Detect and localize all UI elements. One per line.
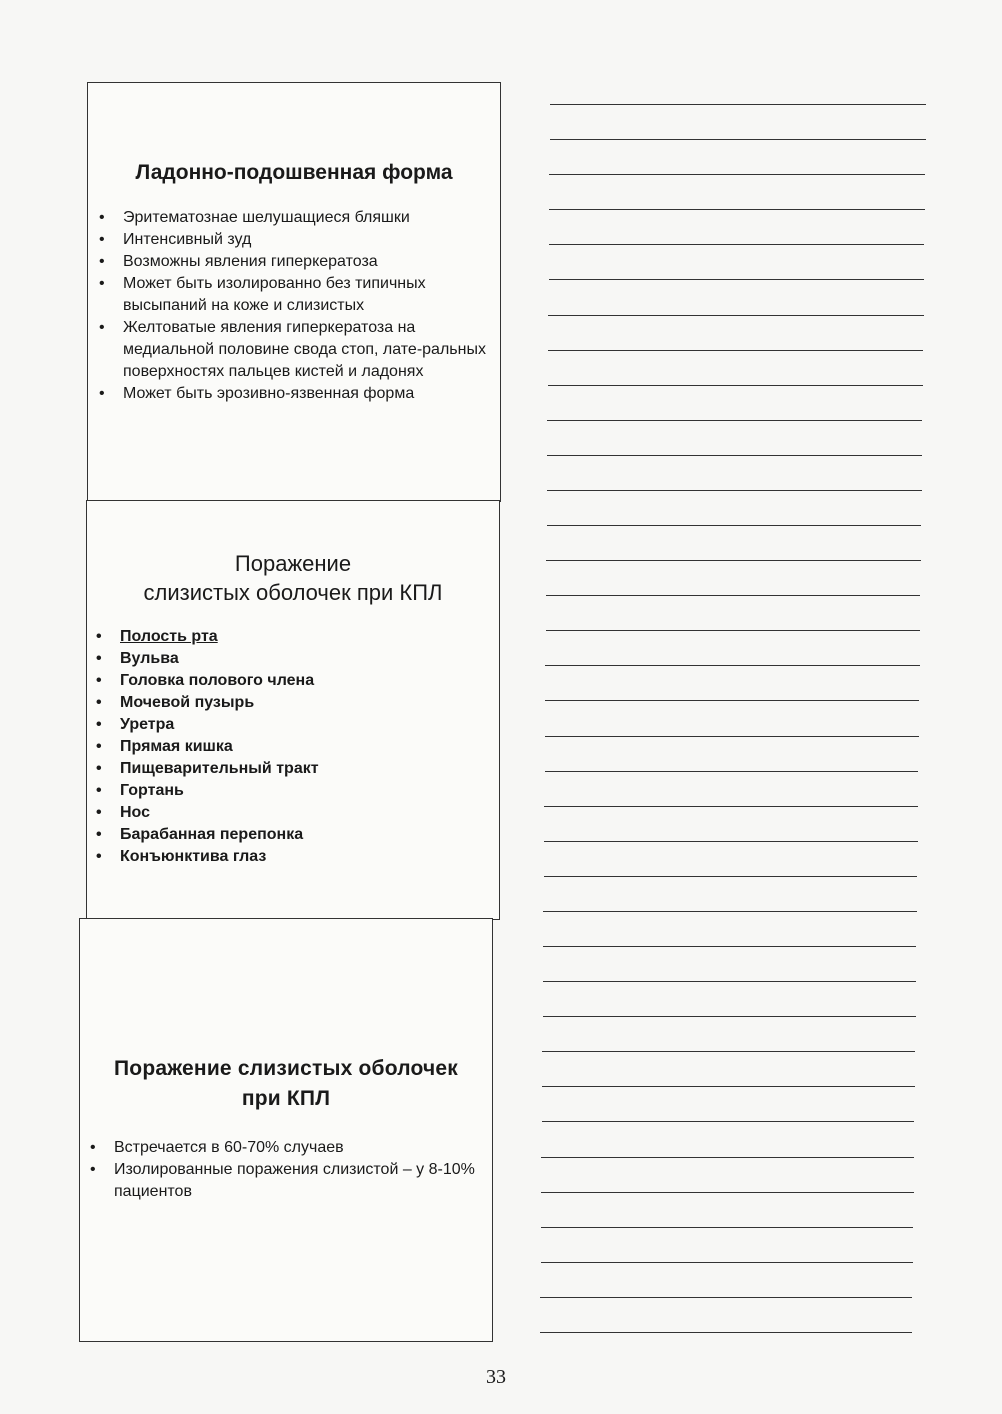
note-line <box>541 1262 913 1263</box>
note-line <box>549 209 925 210</box>
note-line <box>548 385 923 386</box>
note-line <box>543 911 916 912</box>
note-line <box>549 279 924 280</box>
slide-palmoplantar-form <box>87 82 501 502</box>
note-line <box>546 595 920 596</box>
slide-title-line-2: слизистых оболочек при КПЛ <box>143 580 443 605</box>
list-item: • Полость рта <box>93 626 473 648</box>
list-item: • Прямая кишка <box>93 736 473 758</box>
note-line <box>548 350 923 351</box>
list-item: • Головка полового члена <box>93 670 473 692</box>
list-item: • Гортань <box>93 780 473 802</box>
note-line <box>542 1051 915 1052</box>
note-line <box>549 174 925 175</box>
note-line <box>550 139 926 140</box>
slide-mucosal-lesions-sites <box>86 500 500 920</box>
list-item: • Мочевой пузырь <box>93 692 473 714</box>
slide-mucosal-lesions-frequency <box>79 918 493 1342</box>
list-item: • Вульва <box>93 648 473 670</box>
list-item: • Нос <box>93 802 473 824</box>
note-line <box>545 665 919 666</box>
slide-title-line-1: Поражение слизистых оболочек <box>114 1057 458 1080</box>
note-line <box>541 1227 913 1228</box>
note-line <box>543 1016 916 1017</box>
note-line <box>542 1086 915 1087</box>
note-line <box>540 1297 912 1298</box>
list-item: • Встречается в 60-70% случаев <box>87 1137 487 1159</box>
list-item: • Пищеварительный тракт <box>93 758 473 780</box>
list-item: • Желтоватые явления гиперкератоза на медиальной половине свода стоп, лате-ральных поверхностях пальцев кистей и ладонях <box>96 317 496 383</box>
list-item: • Изолированные поражения слизистой – у 8-10% пациентов <box>87 1159 487 1203</box>
note-line <box>549 244 925 245</box>
note-line <box>540 1332 912 1333</box>
note-line <box>547 420 922 421</box>
note-line <box>546 630 920 631</box>
note-line <box>545 700 919 701</box>
list-item: • Может быть изолированно без типичных высыпаний на коже и слизистых <box>96 273 496 317</box>
note-line <box>548 315 923 316</box>
note-line <box>545 736 919 737</box>
note-line <box>541 1157 914 1158</box>
note-line <box>547 455 922 456</box>
note-line <box>543 946 916 947</box>
note-line <box>543 981 916 982</box>
note-line <box>544 841 918 842</box>
slide-title-line-2: при КПЛ <box>241 1087 331 1110</box>
list-item: • Может быть эрозивно-язвенная форма <box>96 383 496 405</box>
note-line <box>547 490 922 491</box>
note-line <box>544 876 917 877</box>
list-item: • Возможны явления гиперкератоза <box>96 251 496 273</box>
slide-title: Ладонно-подошвенная форма <box>135 161 453 184</box>
note-line <box>542 1121 915 1122</box>
list-item: • Интенсивный зуд <box>96 229 496 251</box>
note-line <box>544 806 918 807</box>
bullet-list <box>93 626 473 868</box>
note-line <box>546 560 921 561</box>
list-item: • Барабанная перепонка <box>93 824 473 846</box>
list-item: • Эритематознае шелушащиеся бляшки <box>96 207 496 229</box>
note-line <box>541 1192 913 1193</box>
bullet-list <box>96 207 496 405</box>
slide-title-line-1: Поражение <box>234 551 352 576</box>
note-line <box>550 104 926 105</box>
list-item: • Уретра <box>93 714 473 736</box>
note-line <box>545 771 919 772</box>
list-item: • Конъюнктива глаз <box>93 846 473 868</box>
note-line <box>547 525 922 526</box>
bullet-list <box>87 1137 487 1203</box>
note-lines <box>540 0 928 1414</box>
page-number: 33 <box>486 1366 506 1388</box>
